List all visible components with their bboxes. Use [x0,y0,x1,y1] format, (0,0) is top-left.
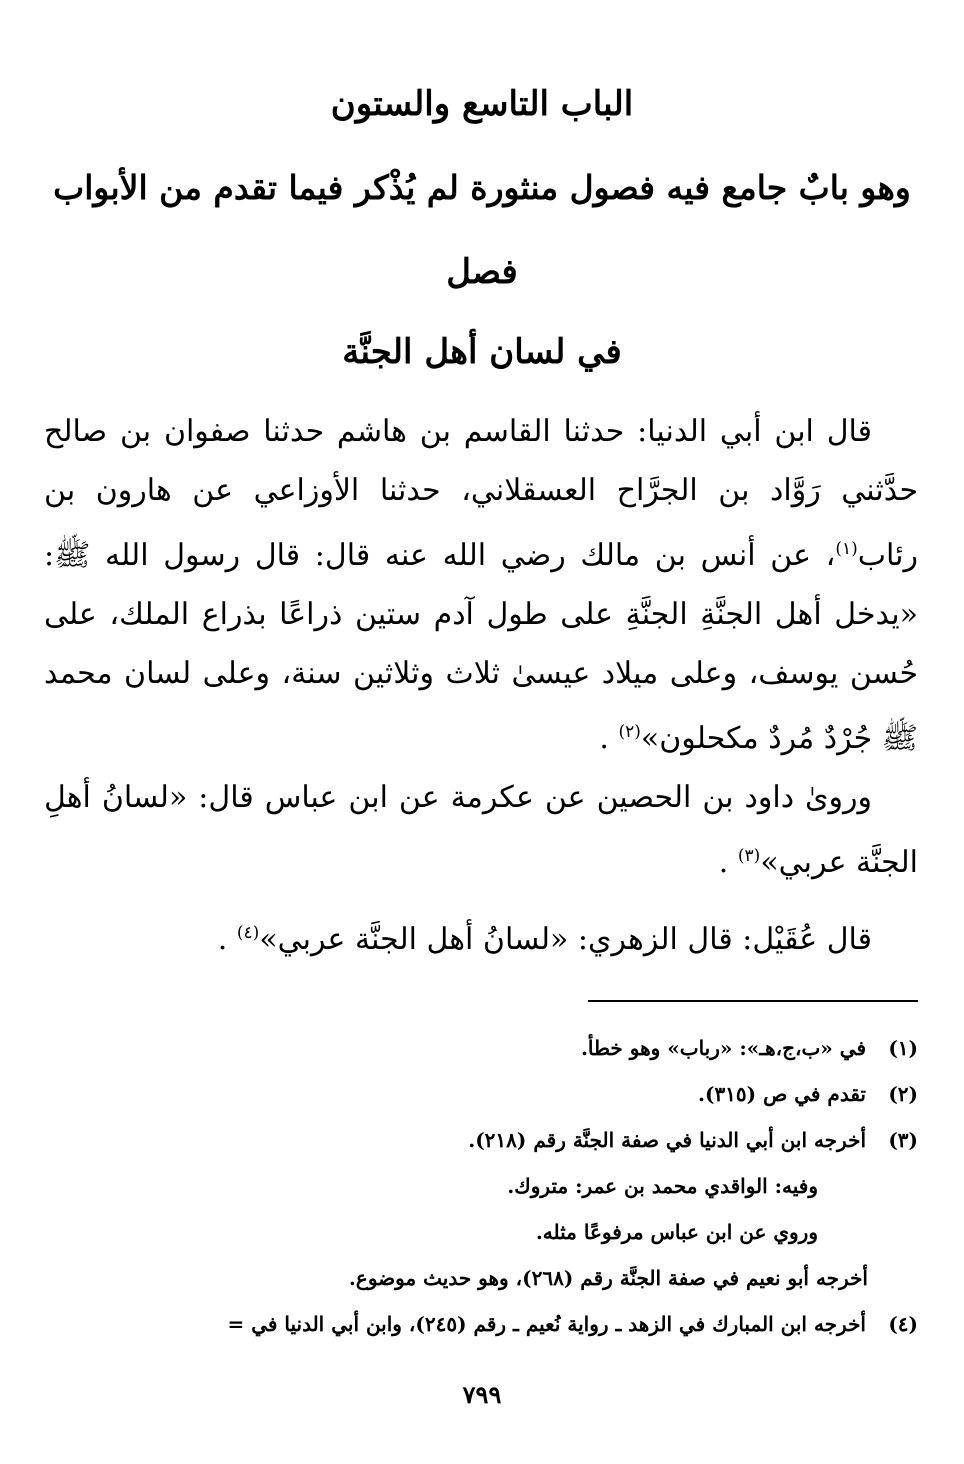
footnote-3 [40,1122,918,1158]
paragraph-3 [44,904,918,969]
footnote-separator [588,1000,918,1002]
chapter-title: الباب التاسع والستون [330,84,634,124]
footnote-ref-4: (٤) [236,923,260,943]
footnote-3-line-3 [40,1214,818,1250]
footnote-text: تقدم في ص (٣١٥). [698,1082,866,1106]
paragraph-2-end: . [718,845,729,880]
footnote-1 [40,1030,918,1066]
footnote-ref-3: (٣) [737,846,761,866]
footnote-number: (٢) [888,1082,918,1106]
chapter-subtitle: وهو بابٌ جامع فيه فصول منثورة لم يُذْكر فيما تقدم من الأبواب [53,168,911,207]
footnote-number: (٣) [888,1128,918,1152]
footnote-text: وروي عن ابن عباس مرفوعًا مثله. [535,1220,818,1244]
section-label: فصل [446,252,518,292]
paragraph-3-text: قال عُقَيْل: قال الزهري: «لسانُ أهل الجنَّة عربي» [259,922,872,957]
footnote-number: (١) [888,1036,918,1060]
footnote-text: أخرجه ابن أبي الدنيا في صفة الجنَّة رقم (٢١٨). [468,1128,866,1152]
footnote-ref-2: (٢) [618,722,641,742]
section-title: في لسان أهل الجنَّة [342,332,622,372]
footnote-2 [40,1076,918,1112]
footnote-text: أخرجه ابن المبارك في الزهد ـ رواية نُعيم ـ رقم (٢٤٥)، وابن أبي الدنيا في = [227,1312,866,1336]
paragraph-1-text: قال ابن أبي الدنيا: حدثنا القاسم بن هاشم حدثنا صفوان بن صالح حدَّثني رَوَّاد بن الجرَّاح العسقلاني، حدثنا الأوزاعي عن هارون بن رئاب [44,414,918,573]
footnote-number: (٤) [888,1312,918,1336]
paragraph-1-end: . [599,721,609,756]
footnote-text: في «ب،ج،هـ»: «رباب» وهو خطأ. [580,1036,866,1060]
footnote-ref-1: (١) [835,539,858,559]
page-number: ٧٩٩ [462,1380,502,1409]
paragraph-2 [44,768,918,892]
footnote-4 [40,1306,918,1342]
footnote-text: وفيه: الواقدي محمد بن عمر: متروك. [507,1174,818,1198]
paragraph-1-text-cont: ، عن أنس بن مالك رضي الله عنه قال: قال رسول الله ﷺ: «يدخل أهل الجنَّةِ الجنَّةِ على طول آدم ستين ذراعًا بذراع الملك، على حُسن يوسف، وعلى ميلاد عيسىٰ ثلاث وثلاثين سنة، وعلى لسان محمد ﷺ جُرْدٌ مُردٌ مكحلون» [44,538,918,756]
footnote-3-line-2 [40,1168,818,1204]
paragraph-3-end: . [217,922,228,957]
footnote-text: أخرجه أبو نعيم في صفة الجنَّة رقم (٢٦٨)، وهو حديث موضوع. [348,1266,868,1290]
paragraph-2-text: وروىٰ داود بن الحصين عن عكرمة عن ابن عباس قال: «لسانُ أهلِ الجنَّة عربي» [44,780,918,880]
paragraph-1 [44,402,918,768]
footnote-3-line-4 [40,1260,868,1296]
